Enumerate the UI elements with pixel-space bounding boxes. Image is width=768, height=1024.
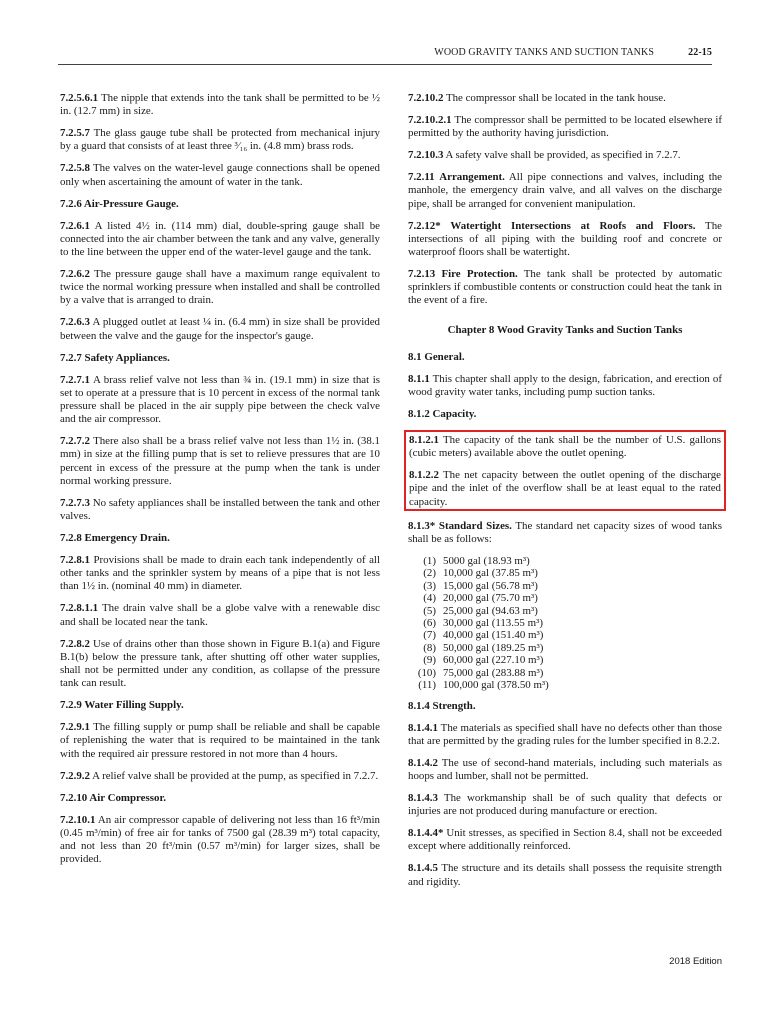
header-title: WOOD GRAVITY TANKS AND SUCTION TANKS xyxy=(434,47,654,58)
list-text: 100,000 gal (378.50 m³) xyxy=(443,679,549,692)
paragraph xyxy=(60,814,380,867)
list-number: (11) xyxy=(418,679,436,692)
list-number: (6) xyxy=(423,617,436,630)
paragraph-text: Use of drains other than those shown in Figure B.1(a) and Figure B.1(b) below the pressure tank, after shutting off other water supplies, shall not be permitted under any condition, as collapse of the pressure tank can result. xyxy=(60,637,380,690)
section-number: 8.1.4.5 xyxy=(408,862,438,875)
section-number: 7.2.8.1 xyxy=(60,554,90,567)
paragraph-text: This chapter shall apply to the design, fabrication, and erection of wood gravity water tanks, including pump suction tanks. xyxy=(408,372,722,399)
section-heading xyxy=(60,532,380,545)
section-number: 7.2.10 xyxy=(60,791,88,804)
section-heading xyxy=(60,198,380,211)
paragraph xyxy=(408,827,722,853)
section-number: 8.1.2.2 xyxy=(409,469,439,482)
paragraph xyxy=(60,602,380,628)
paragraph xyxy=(408,373,722,399)
paragraph xyxy=(60,162,380,188)
strength-section xyxy=(408,700,722,889)
section-number: 8.1.2.1 xyxy=(409,434,439,447)
paragraph-text: A plugged outlet at least ¼ in. (6.4 mm) in size shall be provided between the valve and the gauge for the inspector's gauge. xyxy=(60,316,380,342)
paragraph xyxy=(60,316,380,342)
paragraph-text: The glass gauge tube shall be protected from mechanical injury by a guard that consists of at least three ³⁄₁₆ in. (4.8 mm) brass rods. xyxy=(60,127,380,153)
paragraph-text: The net capacity between the outlet opening of the discharge pipe and the inlet of the overflow shall be at least equal to the rated capacity. xyxy=(409,469,721,508)
section-number: 8.1 xyxy=(408,350,422,363)
paragraph xyxy=(60,268,380,308)
list-item xyxy=(416,567,722,579)
section-number: 7.2.7 xyxy=(60,351,82,364)
paragraph-text: A relief valve shall be provided at the pump, as specified in 7.2.7. xyxy=(92,769,379,782)
paragraph-8-1-3 xyxy=(408,520,722,546)
section-number: 7.2.8.1.1 xyxy=(60,602,99,615)
paragraph-text: The compressor shall be permitted to be located elsewhere if permitted by the authority having jurisdiction. xyxy=(408,114,722,140)
list-text: 40,000 gal (151.40 m³) xyxy=(443,629,544,642)
paragraph-text: The intersections of all piping with the building roof and concrete or waterproof floors shall be watertight. xyxy=(408,219,722,259)
list-number: (1) xyxy=(423,555,436,568)
standard-sizes-list xyxy=(416,555,722,691)
paragraph-text: There also shall be a brass relief valve not less than 1½ in. (38.1 mm) in size at the filling pump that is set to relieve pressures that are 10 percent in excess of the pressure at the pump when the tank is under normal working pressure. xyxy=(60,435,380,487)
section-heading xyxy=(60,792,380,805)
list-item xyxy=(416,629,722,641)
heading-text: General. xyxy=(424,350,465,363)
paragraph xyxy=(409,434,721,460)
list-text: 20,000 gal (75.70 m³) xyxy=(443,592,538,605)
paragraph xyxy=(60,220,380,260)
list-number: (9) xyxy=(423,654,436,667)
section-title: Watertight Intersections at Roofs and Floors. xyxy=(450,219,696,232)
paragraph-text: No safety appliances shall be installed between the tank and other valves. xyxy=(60,496,380,523)
list-text: 60,000 gal (227.10 m³) xyxy=(443,654,544,667)
heading-text: Air-Pressure Gauge. xyxy=(83,197,179,210)
paragraph xyxy=(60,92,380,118)
paragraph xyxy=(409,469,721,509)
list-number: (4) xyxy=(423,592,436,605)
paragraph-text: The pressure gauge shall have a maximum range equivalent to twice the normal working pressure when installed and shall be controlled by a valve that is arranged to drain. xyxy=(60,268,380,307)
list-number: (2) xyxy=(423,567,436,580)
paragraph xyxy=(60,638,380,691)
paragraph xyxy=(60,721,380,761)
list-text: 30,000 gal (113.55 m³) xyxy=(443,617,543,630)
list-item xyxy=(416,592,722,604)
list-text: 10,000 gal (37.85 m³) xyxy=(443,567,538,580)
paragraph-text: The structure and its details shall possess the requisite strength and rigidity. xyxy=(408,862,722,888)
section-number: 8.1.4 xyxy=(408,699,430,712)
right-top-section xyxy=(408,92,722,308)
heading-text: Capacity. xyxy=(432,408,477,421)
list-number: (3) xyxy=(423,579,436,592)
paragraph-text: The materials as specified shall have no defects other than those that are permitted by the grading rules for the lumber specified in 8.2.2. xyxy=(408,721,722,747)
paragraph-text: The compressor shall be located in the tank house. xyxy=(445,92,666,104)
paragraph-text: The drain valve shall be a globe valve with a renewable disc and shall be located near the tank. xyxy=(60,602,380,628)
section-number: 7.2.5.6.1 xyxy=(60,92,99,104)
paragraph xyxy=(60,435,380,488)
section-number: 7.2.9.2 xyxy=(60,769,90,782)
list-item xyxy=(416,555,722,567)
paragraph xyxy=(60,554,380,594)
paragraph-text: An air compressor capable of delivering not less than 16 ft³/min (0.45 m³/min) of free air for tanks of 7500 gal (28.39 m³) total capacity, and not less than 20 ft³/min (0.57 m³/min) for larger sizes, shall be provided. xyxy=(60,813,380,866)
general-section xyxy=(408,351,722,421)
section-number: 8.1.3* xyxy=(408,519,436,532)
paragraph-text: A listed 4½ in. (114 mm) dial, double-spring gauge shall be connected into the air chamber between the tank and any valve, generally to the line between the upper end of the water-level gauge and the tank. xyxy=(60,219,380,259)
list-item xyxy=(416,617,722,629)
section-heading xyxy=(408,700,722,713)
paragraph xyxy=(60,497,380,523)
paragraph xyxy=(408,92,722,105)
section-heading xyxy=(408,351,722,364)
section-number: 7.2.10.2 xyxy=(408,92,444,104)
paragraph-text: Provisions shall be made to drain each tank independently of all other tanks and the sprinkler system by means of a pipe that is not less than 1½ in. (nominal 40 mm) in diameter. xyxy=(60,554,380,593)
paragraph xyxy=(408,220,722,260)
section-number: 7.2.8.2 xyxy=(60,637,90,650)
list-item xyxy=(416,667,722,679)
section-number: 7.2.5.7 xyxy=(60,127,90,140)
section-title: Fire Protection. xyxy=(441,268,518,281)
list-text: 50,000 gal (189.25 m³) xyxy=(443,641,544,654)
section-number: 8.1.4.4* xyxy=(408,827,444,840)
list-number: (7) xyxy=(423,629,436,642)
section-number: 7.2.9.1 xyxy=(60,721,90,734)
paragraph-text: The workmanship shall be of such quality that defects or injuries are not produced during manufacture or erection. xyxy=(408,791,722,818)
section-number: 7.2.7.2 xyxy=(60,435,90,448)
paragraph-text: Unit stresses, as specified in Section 8.4, shall not be exceeded except where additionally reinforced. xyxy=(408,827,722,853)
paragraph-text: The valves on the water-level gauge connections shall be opened only when ascertaining the amount of water in the tank. xyxy=(60,162,380,188)
list-item xyxy=(416,580,722,592)
section-number: 7.2.6 xyxy=(60,197,82,210)
list-text: 75,000 gal (283.88 m³) xyxy=(443,666,544,679)
section-title: Standard Sizes. xyxy=(438,519,512,532)
section-heading xyxy=(408,408,722,421)
section-number: 7.2.7.3 xyxy=(60,496,90,509)
left-column xyxy=(60,92,380,875)
right-column xyxy=(408,92,722,898)
section-number: 7.2.10.1 xyxy=(60,813,96,826)
running-header xyxy=(58,44,712,65)
paragraph xyxy=(60,374,380,427)
paragraph-text: The standard net capacity sizes of wood tanks shall be as follows: xyxy=(408,519,722,546)
list-number: (10) xyxy=(417,666,436,679)
section-heading xyxy=(60,352,380,365)
paragraph xyxy=(60,127,380,153)
paragraph xyxy=(408,268,722,308)
section-number: 7.2.5.8 xyxy=(60,162,90,175)
section-number: 7.2.6.1 xyxy=(60,219,90,232)
paragraph xyxy=(408,171,722,211)
section-number: 8.1.1 xyxy=(408,372,430,385)
paragraph xyxy=(408,862,722,888)
section-number: 8.1.4.3 xyxy=(408,791,438,804)
page-number: 22-15 xyxy=(688,47,712,58)
section-number: 7.2.9 xyxy=(60,699,82,712)
paragraph xyxy=(408,757,722,783)
paragraph xyxy=(408,114,722,140)
paragraph xyxy=(408,792,722,818)
edition-footer: 2018 Edition xyxy=(669,956,722,967)
paragraph-text: A safety valve shall be provided, as specified in 7.2.7. xyxy=(445,149,681,162)
section-number: 7.2.6.2 xyxy=(60,268,90,281)
paragraph xyxy=(60,770,380,783)
section-number: 8.1.4.1 xyxy=(408,721,438,734)
section-title: Arrangement. xyxy=(439,171,505,184)
paragraph-text: All pipe connections and valves, including the manhole, the emergency drain valve, and all valves on the discharge pipe, shall be arranged for convenient manipulation. xyxy=(408,171,722,210)
heading-text: Water Filling Supply. xyxy=(84,699,184,712)
heading-text: Safety Appliances. xyxy=(84,351,170,364)
paragraph xyxy=(408,149,722,162)
paragraph-text: A brass relief valve not less than ¾ in. (19.1 mm) in size that is set to operate at a pressure that is 10 percent in excess of the normal tank pressure shall be placed in the air supply pipe between the check valve and the air compressor. xyxy=(60,373,381,426)
section-number: 8.1.2 xyxy=(408,408,430,421)
chapter-heading: Chapter 8 Wood Gravity Tanks and Suction Tanks xyxy=(447,323,683,336)
paragraph-text: The use of second-hand materials, including such materials as hoops and lumber, shall not be permitted. xyxy=(408,756,722,782)
list-text: 15,000 gal (56.78 m³) xyxy=(443,579,538,592)
paragraph-text: The capacity of the tank shall be the number of U.S. gallons (cubic meters) available above the outlet opening. xyxy=(409,434,722,460)
list-number: (5) xyxy=(423,604,436,617)
list-item xyxy=(416,679,722,691)
section-number: 7.2.6.3 xyxy=(60,316,90,329)
section-number: 7.2.13 xyxy=(408,268,436,281)
paragraph-text: The nipple that extends into the tank shall be permitted to be ½ in. (12.7 mm) in size. xyxy=(60,92,381,118)
section-number: 7.2.12* xyxy=(408,219,441,232)
section-number: 8.1.4.2 xyxy=(408,756,438,769)
list-number: (8) xyxy=(423,641,436,654)
section-number: 7.2.11 xyxy=(408,171,435,184)
section-number: 7.2.7.1 xyxy=(60,373,90,386)
heading-text: Strength. xyxy=(432,699,476,712)
section-number: 7.2.8 xyxy=(60,532,82,545)
list-text: 25,000 gal (94.63 m³) xyxy=(443,604,538,617)
list-text: 5000 gal (18.93 m³) xyxy=(443,555,530,568)
paragraph xyxy=(408,722,722,748)
section-heading xyxy=(60,699,380,712)
section-number: 7.2.10.3 xyxy=(408,149,444,162)
list-item xyxy=(416,654,722,666)
paragraph-text: The filling supply or pump shall be reliable and shall be capable of replenishing the water that is required to be maintained in the tank with the required air pressure restored in not more than 4 hours. xyxy=(60,721,381,760)
highlighted-box xyxy=(404,430,726,511)
heading-text: Air Compressor. xyxy=(89,791,166,804)
list-item xyxy=(416,642,722,654)
list-item xyxy=(416,605,722,617)
heading-text: Emergency Drain. xyxy=(84,532,170,545)
section-number: 7.2.10.2.1 xyxy=(408,114,452,126)
paragraph-text: The tank shall be protected by automatic sprinklers if combustible contents or construction could heat the tank in the event of a fire. xyxy=(408,268,722,307)
